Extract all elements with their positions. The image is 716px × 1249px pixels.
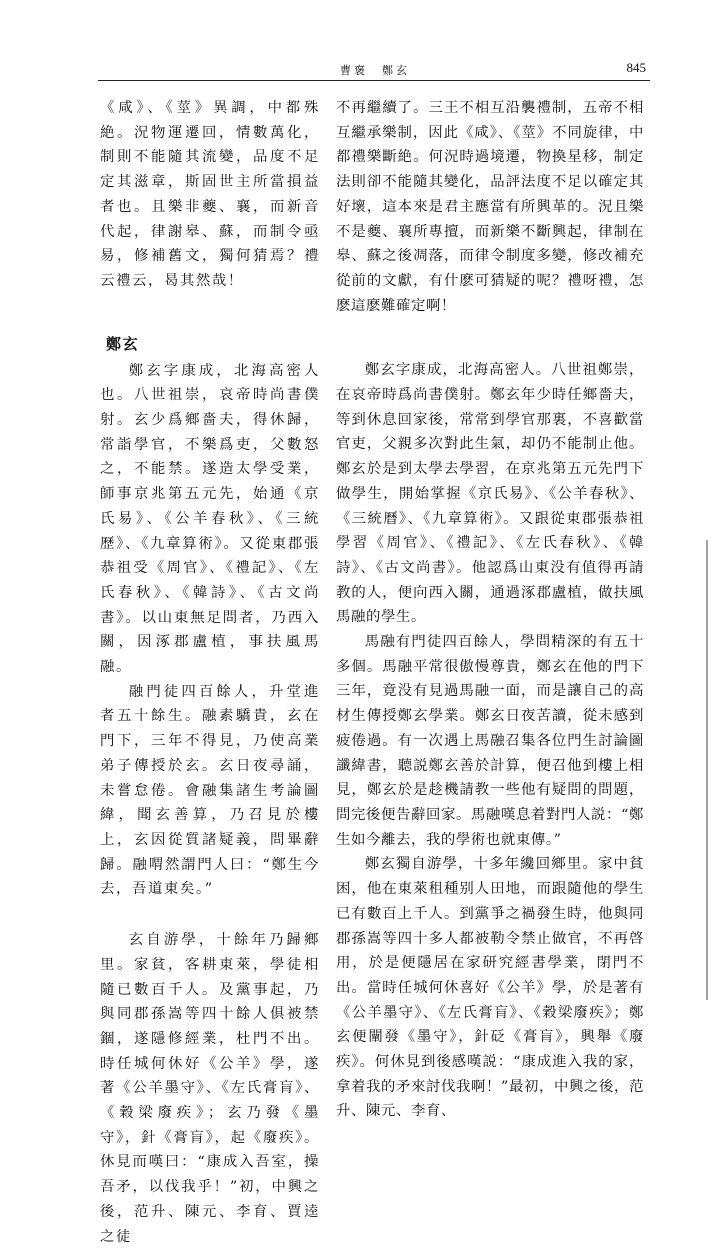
classical-paragraph-1: 《咸》、《莖》異調，中都殊絶。況物運遷回，情數萬化，制則不能隨其流變，品度不足定其滋章，斯固世主所當損益者也。且樂非夔、襄，而新音代起，律謝皋、蘇，而制令亟易，修補舊文，獨何猜焉？禮云禮云，曷其然哉！ xyxy=(100,100,320,289)
classical-paragraph-4: 玄自游學，十餘年乃歸鄉里。家貧，客耕東萊，學徒相隨已數百千人。及黨事起，乃與同郡孫嵩等四十餘人俱被禁錮，遂隱修經業，杜門不出。時任城何休好《公羊》學，遂著《公羊墨守》、《左氏膏肓》、《穀梁廢疾》；玄乃發《墨守》，針《膏肓》，起《廢疾》。休見而嘆曰：“康成入吾室，操吾矛，以伐我乎！”初，中興之後，范升、陳元、李育、賈逵之徒 xyxy=(100,932,320,1245)
translation-paragraph-3: 馬融有門徒四百餘人，學問精深的有五十多個。馬融平常很傲慢尊貴，鄭玄在他的門下三年，竟没有見過馬融一面，而是讓自己的高材生傳授鄭玄學業。鄭玄日夜苦讀，從未感到疲倦過。有一次遇上馬融召集各位門生討論圖讖緯書，聽説鄭玄善於計算，便召他到樓上相見，鄭玄於是趁機請教一些他有疑問的問題，問完後便告辭回家。馬融嘆息着對門人説：“鄭生如今離去，我的學術也就東傳。” xyxy=(336,634,644,848)
classical-paragraph-3: 融門徒四百餘人，升堂進者五十餘生。融素驕貴，玄在門下，三年不得見，乃使高業弟子傳授於玄。玄日夜尋誦，未嘗怠倦。會融集諸生考論圖緯，聞玄善算，乃召見於樓上，玄因從質諸疑義，問畢辭歸。融喟然謂門人曰：“鄭生今去，吾道東矣。” xyxy=(100,683,320,898)
page-number: 845 xyxy=(626,60,646,75)
header-rule xyxy=(98,80,650,81)
section-heading: 鄭玄 xyxy=(106,334,140,353)
classical-text-column xyxy=(100,96,320,1249)
running-title: 曹褒 鄭玄 xyxy=(340,64,410,77)
translation-paragraph-2: 鄭玄字康成，北海高密人。八世祖鄭崇，在哀帝時爲尚書僕射。鄭玄年少時任鄉嗇夫，等到休息回家後，常常到學官那裏，不喜歡當官吏，父親多次對此生氣，却仍不能制止他。鄭玄於是到太學去學習，在京兆第五元先門下做學生，開始掌握《京氏易》、《公羊春秋》、《三統曆》、《九章算術》。又跟從東郡張恭祖學習《周官》、《禮記》、《左氏春秋》、《韓詩》、《古文尚書》。他認爲山東没有值得再請教的人，便向西入關，通過涿郡盧植，做扶風馬融的學生。 xyxy=(336,362,644,626)
translation-paragraph-4: 鄭玄獨自游學，十多年纔回鄉里。家中貧困，他在東萊租種别人田地，而跟隨他的學生已有數百上千人。到黨爭之禍發生時，他與同郡孫嵩等四十多人都被勒令禁止做官，不再啓用，於是便隱居在家研究經書學業，閉門不出。當時任城何休喜好《公羊》學，於是著有《公羊墨守》、《左氏膏肓》、《穀梁廢疾》；鄭玄便闡發《墨守》，針砭《膏肓》，興舉《廢疾》。何休見到後感嘆説：“康成進入我的家，拿着我的矛來討伐我啊！”最初，中興之後，范升、陳元、李育、 xyxy=(336,856,644,1120)
classical-paragraph-2: 鄭玄字康成，北海高密人也。八世祖崇，哀帝時尚書僕射。玄少爲鄉嗇夫，得休歸，常詣學官，不樂爲吏，父數怒之，不能禁。遂造太學受業，師事京兆第五元先，始通《京氏易》、《公羊春秋》、《三統歷》、《九章算術》。又從東郡張恭祖受《周官》、《禮記》、《左氏春秋》、《韓詩》、《古文尚書》。以山東無足問者，乃西入關，因涿郡盧植，事扶風馬融。 xyxy=(100,362,320,676)
translation-paragraph-1: 不再繼續了。三王不相互沿襲禮制，五帝不相互繼承樂制，因此《咸》、《莖》不同旋律，中都禮樂斷絶。何況時過境遷，物換星移，制定法則卻不能隨其變化，品評法度不足以確定其好壞，這本來是君主應當有所興革的。況且樂不是夔、襄所專擅，而新樂不斷興起，律制在皋、蘇之後凋落，而律令制度多變，修改補充從前的文獻，有什麽可猜疑的呢？禮呀禮，怎麽這麽難確定啊！ xyxy=(336,100,644,314)
section-gap xyxy=(336,318,644,358)
scan-edge-mark xyxy=(706,540,708,1000)
section-gap xyxy=(100,294,320,332)
translation-column xyxy=(336,96,644,1124)
paragraph-gap xyxy=(100,902,320,928)
running-head xyxy=(0,62,716,80)
